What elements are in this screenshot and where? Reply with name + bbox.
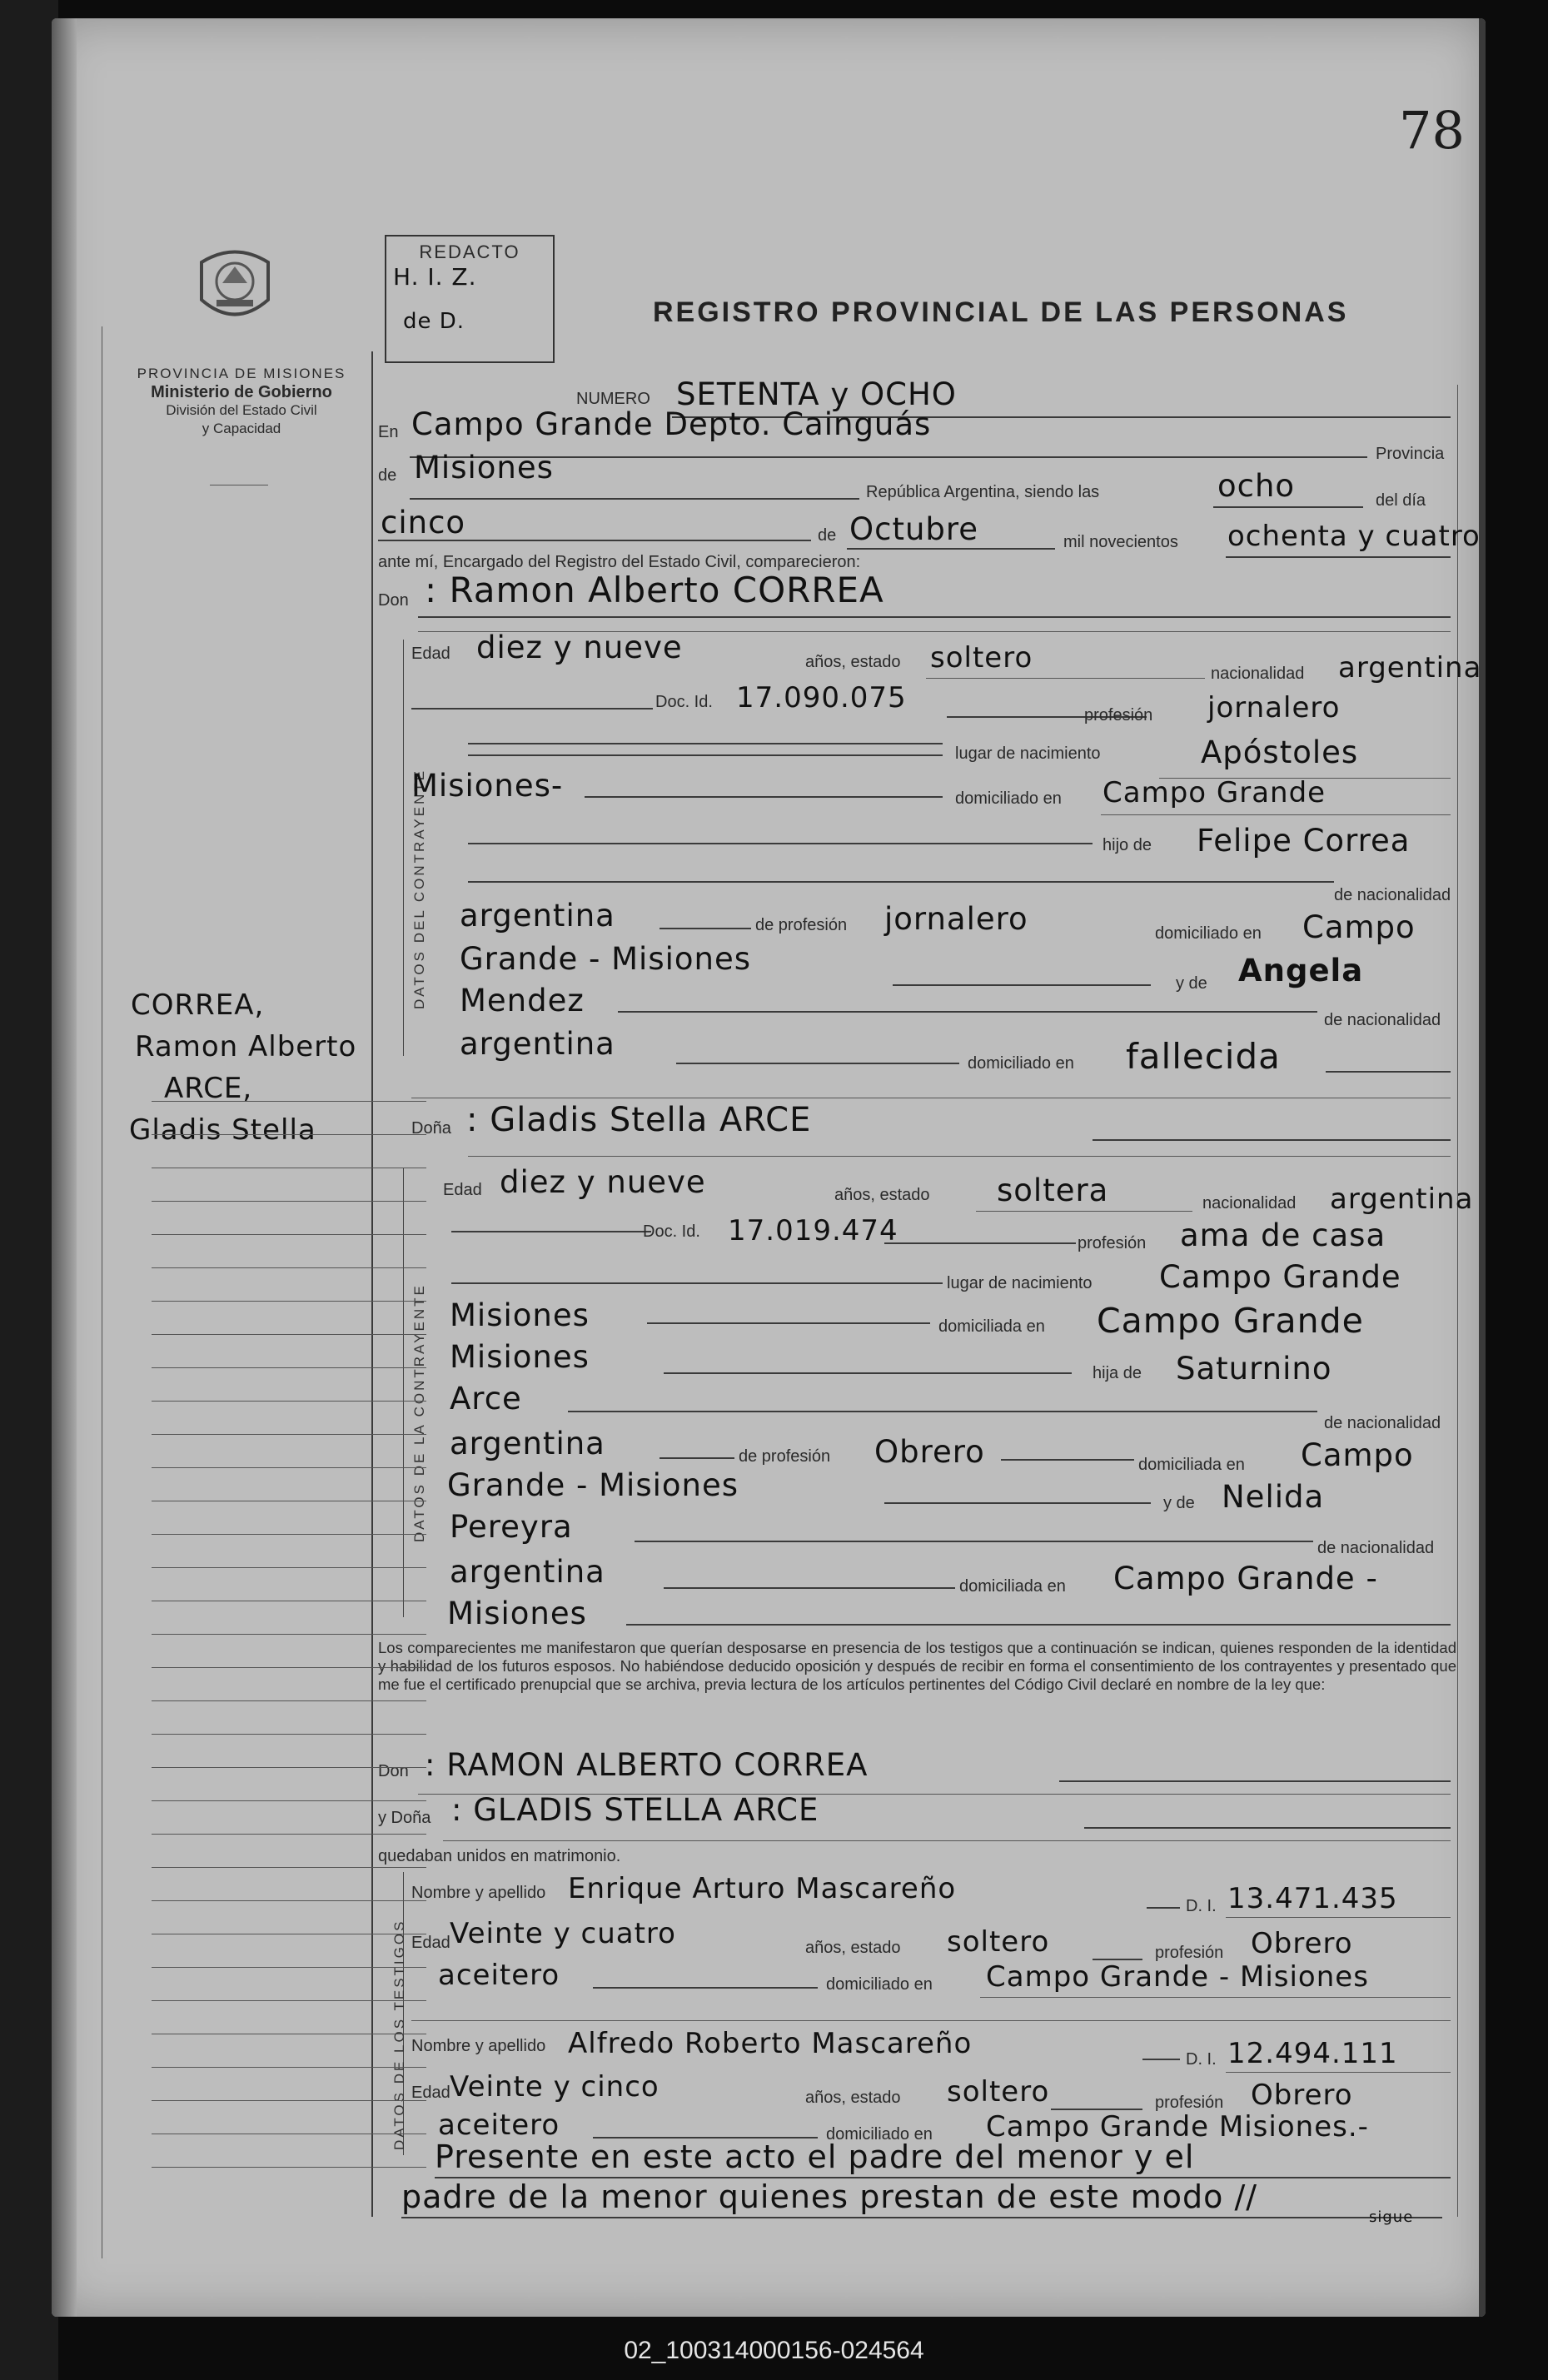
margin-line [152, 2167, 426, 2168]
contrayente-madre2: Mendez [460, 983, 585, 1018]
rule [451, 1231, 651, 1232]
t1-estado: soltero [947, 1925, 1050, 1959]
anios-label: años, estado [805, 653, 901, 671]
t2-d-label: D. I. [1186, 2050, 1217, 2069]
t2-edad: Veinte y cinco [450, 2070, 660, 2104]
page-number: 78 [1399, 100, 1465, 161]
margin-line [152, 2067, 426, 2068]
contrayente-domicilio: Campo Grande [1103, 776, 1327, 809]
republica-label: República Argentina, siendo las [866, 483, 1100, 501]
office-division: División del Estado Civil [166, 402, 317, 418]
rule [926, 678, 1205, 679]
register-page [52, 18, 1486, 2317]
margin-line [152, 1367, 426, 1368]
rule [443, 1840, 1451, 1841]
contrayenta-madre-nac: argentina [450, 1554, 605, 1590]
margin-line [152, 1867, 426, 1868]
de-nacionalidad-label: de nacionalidad [1334, 886, 1451, 904]
margin-line [152, 2000, 426, 2001]
contrayenta-padre: Saturnino [1176, 1351, 1332, 1387]
t1-profesion2: aceitero [438, 1959, 560, 1992]
contrayente-padre-dom2: Grande - Misiones [460, 941, 752, 977]
hora-value: ocho [1217, 468, 1296, 504]
rule [451, 1282, 943, 1284]
margin-line [152, 2100, 426, 2101]
margin-line [152, 1267, 426, 1268]
margin-line [152, 1134, 426, 1135]
rule [1226, 2072, 1451, 2073]
rule [626, 1624, 1451, 1626]
rule [585, 796, 943, 798]
form-left-rule [371, 351, 373, 2217]
office-header [108, 365, 375, 438]
contrayenta-section-label: DATOS DE LA CONTRAYENTE [411, 1283, 427, 1542]
stamp-initials: H. I. Z. [393, 263, 477, 291]
contrayenta-madre-dom2: Misiones [447, 1596, 587, 1631]
madre-domiciliado-label: domiciliado en [968, 1054, 1074, 1073]
margin-line [152, 1201, 426, 1202]
domiciliado-label: domiciliado en [955, 789, 1062, 808]
stamp-de: de D. [403, 309, 465, 334]
rule [468, 743, 943, 744]
declaracion-dona-label: y Doña [378, 1809, 431, 1827]
contrayente-madre-dom: fallecida [1126, 1036, 1281, 1077]
madre-de-nac-label-2: de nacionalidad [1317, 1539, 1435, 1557]
contrayente-padre-prof: jornalero [884, 901, 1028, 937]
contrayenta-padre-prof: Obrero [874, 1434, 985, 1470]
office-province: PROVINCIA DE MISIONES [137, 366, 346, 381]
rule [893, 984, 1151, 986]
nacionalidad-label-2: nacionalidad [1202, 1194, 1297, 1212]
margin-line [152, 1900, 426, 1901]
t2-estado: soltero [947, 2075, 1050, 2109]
margin-line [152, 1234, 426, 1235]
contrayenta-lugar-nac: Campo Grande [1159, 1259, 1401, 1295]
declaracion-unidos: quedaban unidos en matrimonio. [378, 1847, 621, 1865]
contrayenta-padre-dom: Campo [1301, 1437, 1414, 1473]
rule [647, 1322, 930, 1324]
t1-domicilio: Campo Grande - Misiones [986, 1960, 1369, 1994]
rule [884, 1502, 1151, 1504]
margin-line [152, 1800, 426, 1801]
contrayenta-bracket [403, 1168, 404, 1617]
t1-doc: 13.471.435 [1227, 1882, 1398, 1915]
contrayenta-domicilio: Campo Grande [1097, 1301, 1364, 1341]
rule [1101, 814, 1451, 815]
rule [1059, 1780, 1451, 1782]
edad-label: Edad [411, 645, 450, 663]
de-mes-label: de [818, 526, 837, 545]
margin-line [152, 1667, 426, 1668]
numero-label: NUMERO [576, 390, 650, 408]
margin-line [152, 1334, 426, 1335]
rule [411, 708, 653, 710]
page-edge [1479, 18, 1486, 2317]
padre-domiciliada-label: domiciliada en [1138, 1456, 1245, 1474]
rule [568, 1411, 1317, 1412]
rule [401, 2217, 1442, 2218]
margin-line [152, 1534, 426, 1535]
dia-value: cinco [381, 505, 466, 540]
contrayente-estado: soltero [930, 641, 1033, 675]
margin-line [152, 1967, 426, 1968]
t2-profesion2: aceitero [438, 2109, 560, 2142]
contrayenta-padre2: Arce [450, 1381, 522, 1417]
t1-anios-label: años, estado [805, 1939, 901, 1957]
contrayente-nombre: : Ramon Alberto CORREA [425, 570, 884, 610]
t1-edad-label: Edad [411, 1934, 450, 1952]
rule [378, 540, 811, 541]
provincia-label: Provincia [1376, 445, 1445, 463]
rule [1147, 1907, 1180, 1909]
contrayenta-edad: diez y nueve [500, 1164, 706, 1200]
t2-domiciliado-label: domiciliado en [826, 2125, 933, 2143]
rule [980, 1997, 1451, 1998]
dona-label: Doña [411, 1119, 451, 1138]
rule [418, 616, 1451, 618]
page-gutter [52, 18, 77, 2317]
margin-name-1: CORREA, [131, 988, 265, 1022]
t1-nombre-label: Nombre y apellido [411, 1884, 546, 1902]
contrayente-doc: 17.090.075 [736, 681, 907, 714]
margin-line [152, 1467, 426, 1468]
rule [660, 1457, 734, 1459]
lugar-nac-label: lugar de nacimiento [955, 744, 1101, 763]
contrayenta-padre-dom2: Grande - Misiones [447, 1467, 739, 1503]
contrayente-bracket [403, 640, 404, 1056]
rule [1213, 506, 1363, 508]
contrayente-edad: diez y nueve [476, 630, 683, 665]
declaracion-dona: : GLADIS STELLA ARCE [451, 1792, 819, 1828]
numero-value: SETENTA y OCHO [676, 376, 957, 412]
contrayenta-profesion: ama de casa [1180, 1217, 1386, 1253]
t2-anios-label: años, estado [805, 2089, 901, 2107]
anio-value: ochenta y cuatro [1227, 520, 1481, 553]
hija-label: hija de [1093, 1364, 1142, 1382]
ante-mi-text: ante mí, Encargado del Registro del Estado Civil, comparecieron: [378, 553, 861, 571]
provincial-seal [185, 233, 285, 333]
t2-edad-label: Edad [411, 2084, 450, 2102]
provincia-value: Misiones [414, 450, 554, 485]
rule [1226, 556, 1451, 558]
rule [664, 1372, 1072, 1374]
register-title: REGISTRO PROVINCIAL DE LAS PERSONAS [653, 296, 1349, 328]
margin-line [152, 1700, 426, 1701]
margin-name-3: ARCE, [164, 1072, 253, 1105]
testigos-section-label: DATOS DE LOS TESTIGOS [391, 1919, 407, 2150]
rule [468, 1156, 1451, 1157]
t2-profesion: Obrero [1251, 2079, 1353, 2112]
t2-nombre: Alfredo Roberto Mascareño [568, 2027, 973, 2060]
office-capacity: y Capacidad [202, 421, 281, 436]
hijo-label: hijo de [1103, 836, 1152, 854]
rule [411, 2020, 1451, 2021]
contrayenta-madre2: Pereyra [450, 1509, 573, 1545]
de-profesion-label: de profesión [755, 916, 848, 934]
t2-nombre-label: Nombre y apellido [411, 2037, 546, 2055]
rule [1226, 1917, 1451, 1918]
contrayente-nacionalidad: argentina [1338, 651, 1482, 685]
contrayente-padre: Felipe Correa [1197, 823, 1411, 859]
contrayenta-doc: 17.019.474 [728, 1214, 898, 1247]
t1-domiciliado-label: domiciliado en [826, 1975, 933, 1994]
domiciliada-label: domiciliada en [938, 1317, 1045, 1336]
rule [1001, 1459, 1134, 1461]
rule [847, 548, 1055, 550]
contrayente-section-label: DATOS DEL CONTRAYENTE [411, 768, 427, 1009]
rule [618, 1011, 1317, 1013]
mil-label: mil novecientos [1063, 533, 1178, 551]
contrayente-profesion: jornalero [1207, 691, 1341, 724]
margin-name-2: Ramon Alberto [135, 1030, 357, 1063]
t2-profesion-label: profesión [1155, 2094, 1224, 2112]
contrayente-madre-nac: argentina [460, 1026, 615, 1062]
book-binding [0, 0, 58, 2380]
padre-domiciliado-label: domiciliado en [1155, 924, 1262, 943]
doc-label: Doc. Id. [655, 693, 713, 711]
rule [593, 1987, 818, 1989]
rule [660, 928, 751, 929]
stamp-title: REDACTO [419, 241, 520, 262]
t1-nombre: Enrique Arturo Mascareño [568, 1872, 957, 1905]
rule [1142, 2059, 1180, 2060]
declaracion-don-label: Don [378, 1762, 409, 1780]
padre-de-nac-label-2: de nacionalidad [1324, 1414, 1441, 1432]
en-label: En [378, 423, 399, 441]
t2-domicilio: Campo Grande Misiones.- [986, 2110, 1369, 2143]
contrayenta-domicilio-prov: Misiones [450, 1339, 590, 1375]
del-dia-label: del día [1376, 491, 1426, 510]
de-profesion-label-2: de profesión [739, 1447, 831, 1466]
rule [1093, 1139, 1451, 1141]
margin-line [152, 1101, 426, 1102]
nota-line-2: padre de la menor quienes prestan de este modo // [401, 2178, 1258, 2215]
contrayenta-nombre: : Gladis Stella ARCE [466, 1101, 812, 1139]
margin-line [152, 1634, 426, 1635]
rule [664, 1587, 955, 1589]
nota-line-1: Presente en este acto el padre del menor y el [435, 2139, 1195, 2175]
contrayenta-estado: soltera [997, 1173, 1109, 1208]
lugar-value: Campo Grande Depto. Cainguás [411, 406, 932, 442]
t2-doc: 12.494.111 [1227, 2037, 1398, 2070]
edad-label-2: Edad [443, 1181, 482, 1199]
margin-line [152, 1767, 426, 1768]
contrayente-lugar-nac-prov: Misiones- [411, 768, 564, 804]
declaracion-don: : RAMON ALBERTO CORREA [425, 1747, 869, 1783]
margin-line [152, 1301, 426, 1302]
madre-de-nac-label: de nacionalidad [1324, 1011, 1441, 1029]
contrayenta-nacionalidad: argentina [1330, 1183, 1474, 1216]
mes-value: Octubre [849, 511, 979, 547]
rule [468, 881, 1334, 883]
sigue-mark: sigue [1369, 2208, 1414, 2226]
contrayenta-lugar-nac-prov: Misiones [450, 1297, 590, 1333]
rule [1326, 1071, 1451, 1073]
doc-label-2: Doc. Id. [643, 1222, 700, 1241]
redacto-stamp [385, 235, 555, 363]
don-label: Don [378, 591, 409, 610]
contrayenta-madre-dom: Campo Grande - [1113, 1561, 1378, 1596]
rule [676, 1063, 959, 1064]
t1-profesion-label: profesión [1155, 1944, 1224, 1962]
margin-name-4: Gladis Stella [129, 1113, 316, 1147]
margin-line [152, 1834, 426, 1835]
t1-d-label: D. I. [1186, 1897, 1217, 1915]
anios-label-2: años, estado [834, 1186, 930, 1204]
contrayente-padre-dom: Campo [1302, 909, 1416, 945]
margin-line [152, 1567, 426, 1568]
rule [468, 843, 1093, 844]
profesion-label-2: profesión [1078, 1234, 1147, 1252]
image-id: 02_100314000156-024564 [624, 2337, 924, 2364]
profesion-label: profesión [1084, 706, 1153, 724]
rule [976, 1211, 1192, 1212]
rule [884, 1242, 1076, 1244]
contrayente-madre: Angela [1238, 953, 1364, 988]
rule [635, 1541, 1313, 1542]
lugar-nac-label-2: lugar de nacimiento [947, 1274, 1093, 1292]
rule [410, 498, 859, 500]
rule [1084, 1827, 1451, 1829]
madre-domiciliada-label: domiciliada en [959, 1577, 1066, 1596]
contrayenta-padre-nac: argentina [450, 1426, 605, 1461]
contrayente-lugar-nac: Apóstoles [1201, 734, 1359, 770]
de-label: de [378, 466, 397, 485]
nacionalidad-label: nacionalidad [1211, 665, 1305, 683]
y-de-label-2: y de [1163, 1494, 1195, 1512]
margin-line [152, 1434, 426, 1435]
rule [468, 754, 943, 756]
contrayente-padre-nac: argentina [460, 898, 615, 934]
contrayenta-madre: Nelida [1222, 1479, 1325, 1515]
declaracion-text: Los comparecientes me manifestaron que querían desposarse en presencia de los testigos que a continuación se indican, quienes responden de la identidad y habilidad de los futuros esposos. No habiéndose deducido oposición y después de recibir en forma el consentimiento de los contrayentes y presentado que me fue el certificado prenupcial que se archiva, previa lectura de los artículos pertinentes del Código Civil declaré en nombre de la ley que: [378, 1639, 1456, 1693]
t1-profesion: Obrero [1251, 1927, 1353, 1960]
t1-edad: Veinte y cuatro [450, 1917, 676, 1950]
margin-names [97, 984, 356, 1151]
office-ministry: Ministerio de Gobierno [151, 383, 332, 401]
y-de-label: y de [1176, 974, 1207, 993]
margin-line [152, 1734, 426, 1735]
margin-line [152, 1401, 426, 1402]
